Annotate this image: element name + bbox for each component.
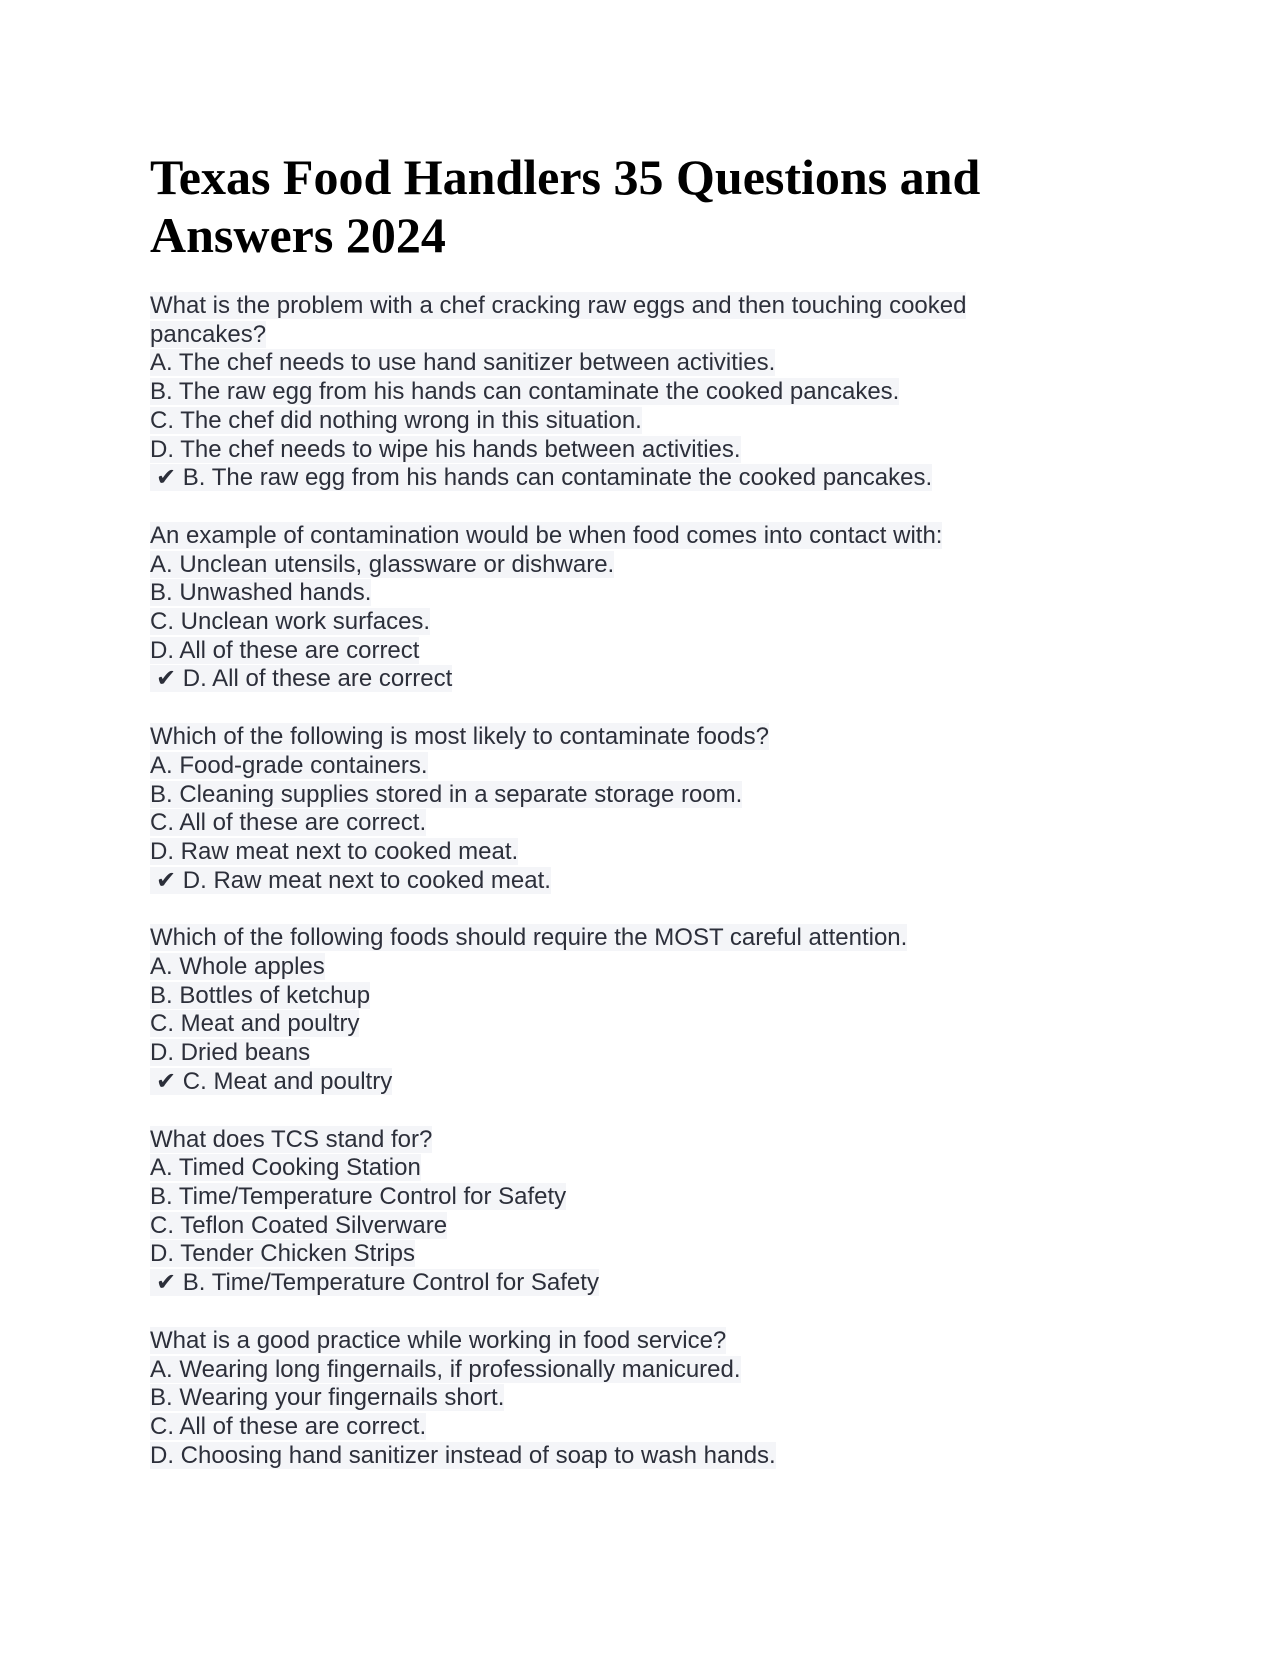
option-c: C. The chef did nothing wrong in this situation. — [150, 406, 642, 434]
answer-text: D. All of these are correct — [182, 665, 453, 693]
question-text: What does TCS stand for? — [150, 1125, 433, 1153]
option-b: B. The raw egg from his hands can contaminate the cooked pancakes. — [150, 378, 900, 406]
check-icon: ✔ — [156, 665, 177, 693]
correct-answer — [150, 1269, 1030, 1298]
answer-text: B. Time/Temperature Control for Safety — [182, 1269, 599, 1297]
question-text: An example of contamination would be when food comes into contact with: — [150, 521, 943, 549]
option-b: B. Unwashed hands. — [150, 579, 372, 607]
option-d: D. Raw meat next to cooked meat. — [150, 837, 519, 865]
option-d: D. Choosing hand sanitizer instead of soap to wash hands. — [150, 1441, 776, 1469]
title-line-2: Answers 2024 — [150, 207, 446, 263]
option-c: C. All of these are correct. — [150, 1412, 427, 1440]
check-icon: ✔ — [156, 1269, 177, 1297]
option-b: B. Bottles of ketchup — [150, 981, 371, 1009]
question-text: Which of the following is most likely to contaminate foods? — [150, 723, 769, 751]
question-list — [150, 292, 1030, 1470]
question-text: Which of the following foods should require the MOST careful attention. — [150, 924, 908, 952]
correct-answer — [150, 464, 1030, 493]
option-a: A. Food-grade containers. — [150, 751, 428, 779]
question-block — [150, 1126, 1030, 1298]
option-d: D. The chef needs to wipe his hands between activities. — [150, 435, 741, 463]
option-c: C. Unclean work surfaces. — [150, 608, 431, 636]
option-b: B. Cleaning supplies stored in a separate storage room. — [150, 780, 743, 808]
check-icon: ✔ — [156, 464, 177, 492]
question-block — [150, 723, 1030, 895]
option-d: D. All of these are correct — [150, 636, 420, 664]
title-line-1: Texas Food Handlers 35 Questions and — [150, 149, 981, 205]
answer-text: C. Meat and poultry — [182, 1067, 393, 1095]
option-b: B. Wearing your fingernails short. — [150, 1384, 505, 1412]
option-a: A. Wearing long fingernails, if professionally manicured. — [150, 1355, 741, 1383]
option-c: C. All of these are correct. — [150, 809, 427, 837]
question-block — [150, 924, 1030, 1096]
question-block — [150, 522, 1030, 694]
option-a: A. Unclean utensils, glassware or dishware. — [150, 550, 615, 578]
option-b: B. Time/Temperature Control for Safety — [150, 1182, 567, 1210]
check-icon: ✔ — [156, 1067, 177, 1095]
option-c: C. Meat and poultry — [150, 1010, 360, 1038]
answer-text: D. Raw meat next to cooked meat. — [182, 866, 551, 894]
option-a: A. Whole apples — [150, 953, 325, 981]
option-a: A. The chef needs to use hand sanitizer between activities. — [150, 349, 776, 377]
correct-answer — [150, 1068, 1030, 1097]
document-page — [150, 148, 1030, 1499]
question-text: What is the problem with a chef cracking raw eggs and then touching cooked — [150, 292, 967, 319]
question-text: pancakes? — [150, 320, 267, 348]
correct-answer — [150, 867, 1030, 896]
option-d: D. Tender Chicken Strips — [150, 1240, 416, 1268]
question-block — [150, 292, 1030, 493]
check-icon: ✔ — [156, 866, 177, 894]
correct-answer — [150, 665, 1030, 694]
answer-text: B. The raw egg from his hands can contaminate the cooked pancakes. — [182, 464, 933, 492]
question-text: What is a good practice while working in food service? — [150, 1326, 727, 1354]
question-block — [150, 1327, 1030, 1471]
option-d: D. Dried beans — [150, 1039, 311, 1067]
option-a: A. Timed Cooking Station — [150, 1154, 421, 1182]
option-c: C. Teflon Coated Silverware — [150, 1211, 448, 1239]
page-title — [150, 148, 1030, 264]
